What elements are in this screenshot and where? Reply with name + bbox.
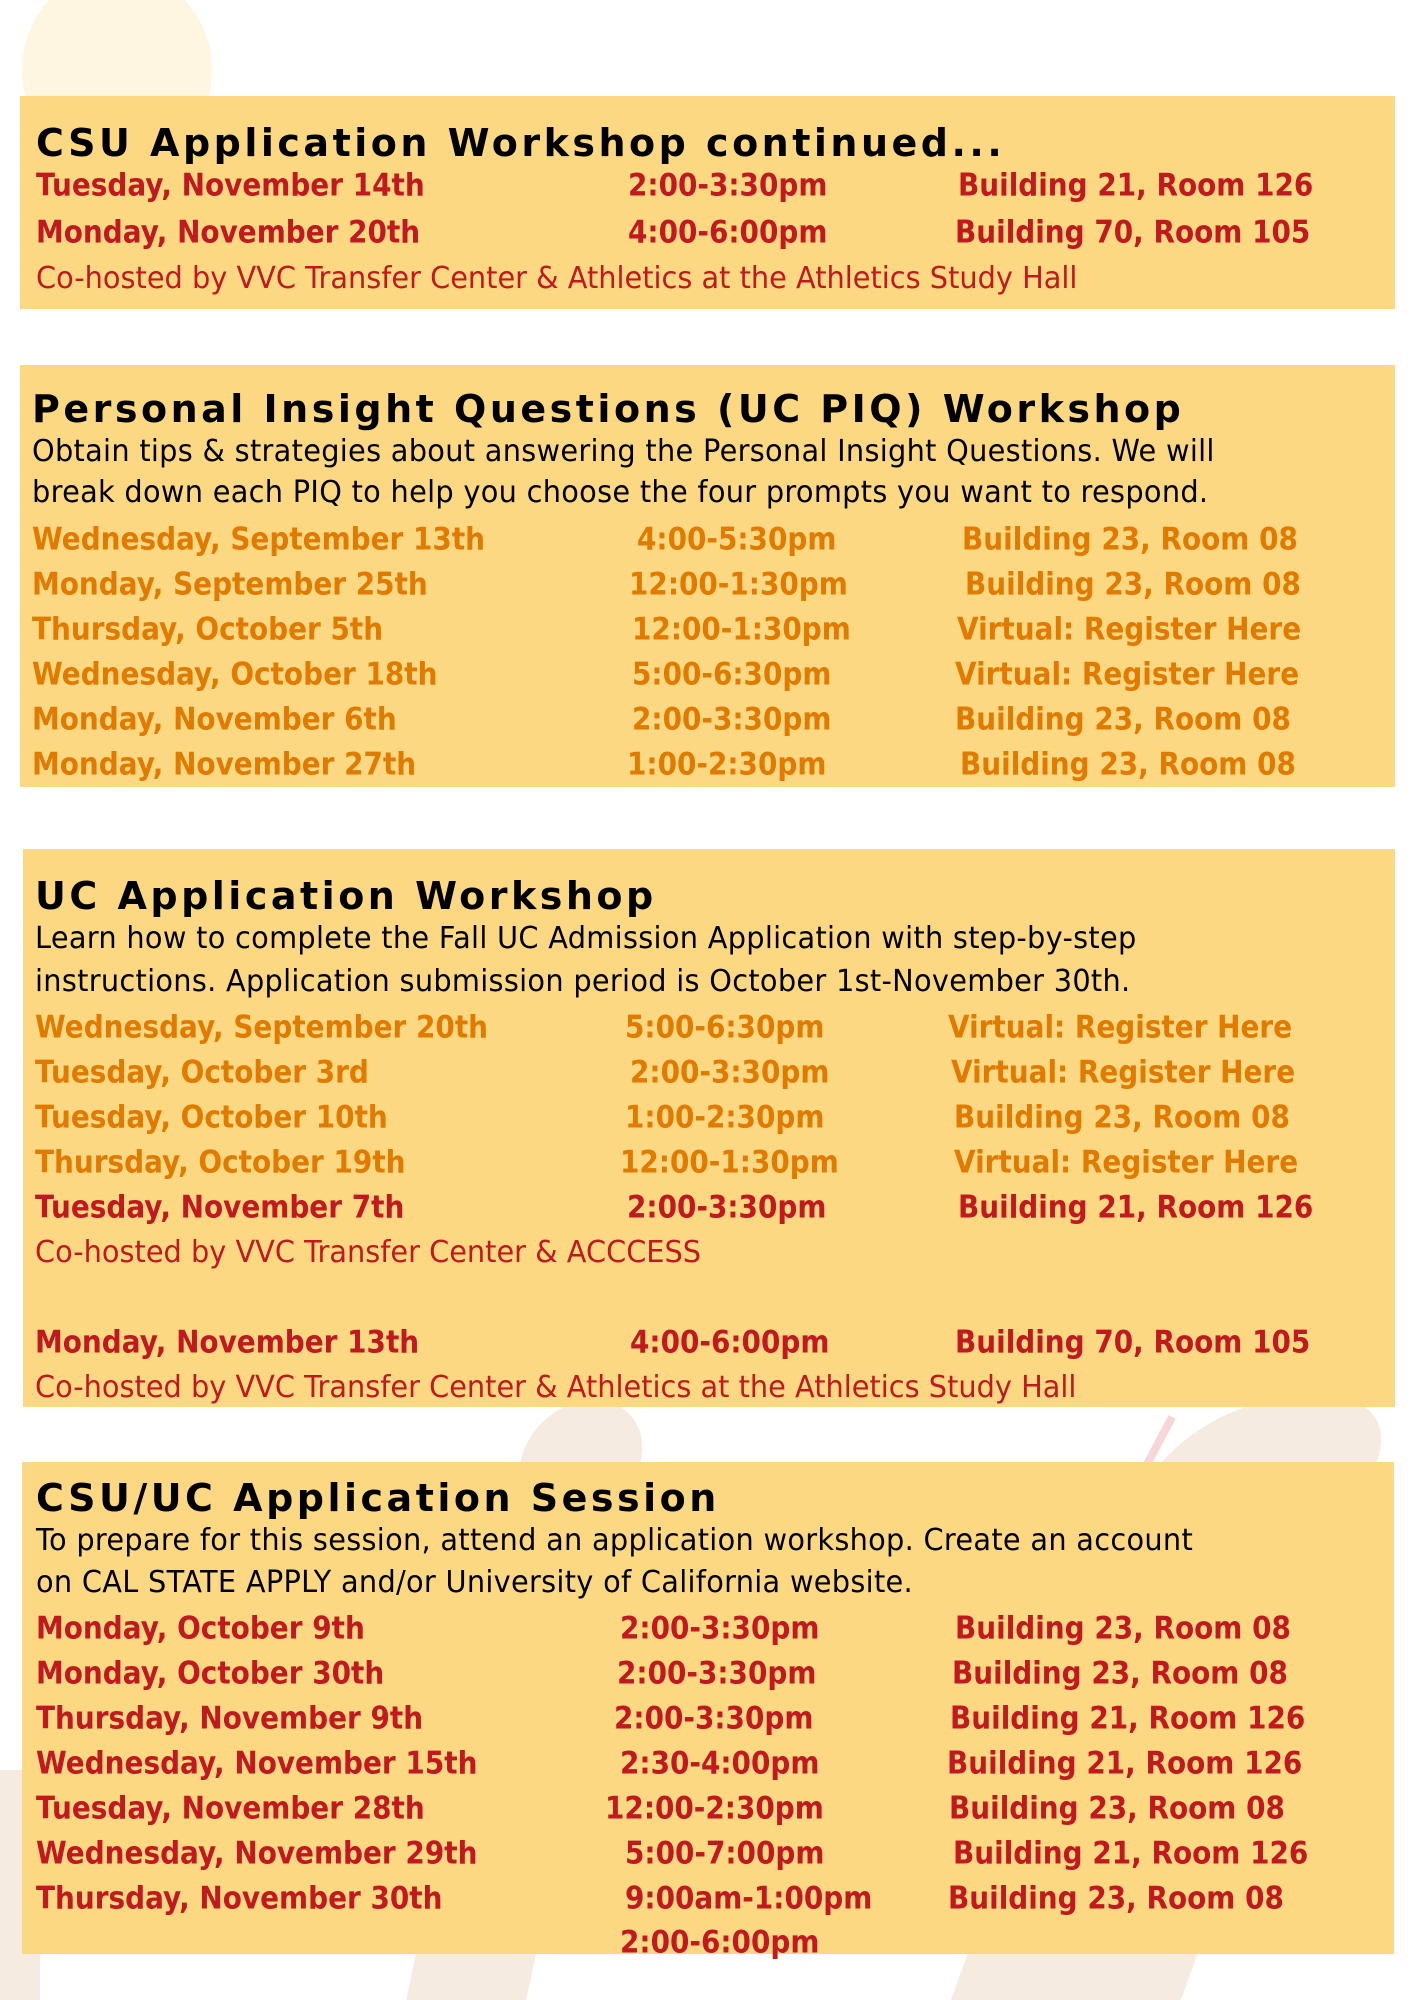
row-location: Building 21, Room 126: [947, 1745, 1303, 1782]
row-location: Building 70, Room 105: [955, 1324, 1311, 1361]
row-location: Building 23, Room 08: [955, 701, 1291, 738]
row-date: Thursday, October 19th: [35, 1144, 406, 1181]
row-date: Tuesday, November 7th: [35, 1189, 405, 1226]
row-date: Monday, November 13th: [35, 1324, 420, 1361]
row-location: Building 23, Room 08: [960, 746, 1296, 783]
row-time: 2:00-3:30pm: [617, 1655, 817, 1692]
row-location register-link[interactable]: Virtual: Register Here: [955, 656, 1300, 693]
row-date: Tuesday, November 28th: [36, 1790, 425, 1827]
row-time: 12:00-1:30pm: [632, 611, 851, 648]
row-location: Building 21, Room 126: [958, 1189, 1314, 1226]
section-csu-uc-application-session: [22, 1462, 1394, 1961]
row-date: Monday, October 9th: [36, 1610, 365, 1647]
cohost-note: Co-hosted by VVC Transfer Center & Athletics at the Athletics Study Hall: [36, 261, 1078, 296]
row-location: Building 23, Room 08: [965, 566, 1301, 603]
row-date: Monday, November 27th: [32, 746, 417, 783]
row-time: 4:00-5:30pm: [637, 521, 837, 558]
row-location: Building 21, Room 126: [950, 1700, 1306, 1737]
row-date: Wednesday, October 18th: [32, 656, 438, 693]
section-title: UC Application Workshop: [35, 874, 657, 918]
row-location: Building 23, Room 08: [949, 1790, 1285, 1827]
section-uc-application-workshop: [23, 849, 1395, 1407]
row-location: Building 23, Room 08: [955, 1610, 1291, 1647]
section-title: CSU Application Workshop continued...: [36, 121, 1006, 165]
section-csu-workshop-continued: [20, 96, 1395, 309]
row-date: Wednesday, September 13th: [32, 521, 486, 558]
row-location: Building 23, Room 08: [954, 1099, 1290, 1136]
row-time: 12:00-2:30pm: [605, 1790, 824, 1827]
section-description: instructions. Application submission period is October 1st-November 30th.: [35, 964, 1131, 999]
section-title: Personal Insight Questions (UC PIQ) Workshop: [32, 387, 1185, 431]
row-time: 5:00-6:30pm: [632, 656, 832, 693]
row-date: Tuesday, November 14th: [36, 167, 425, 204]
row-time: 2:00-6:00pm: [620, 1924, 820, 1961]
row-date: Wednesday, November 29th: [36, 1835, 478, 1872]
row-time: 12:00-1:30pm: [629, 566, 848, 603]
row-time: 5:00-7:00pm: [625, 1835, 825, 1872]
row-location: Building 70, Room 105: [955, 214, 1311, 251]
row-location register-link[interactable]: Virtual: Register Here: [954, 1144, 1299, 1181]
section-title: CSU/UC Application Session: [36, 1476, 720, 1520]
row-date: Tuesday, October 3rd: [35, 1054, 369, 1091]
row-date: Monday, October 30th: [36, 1655, 385, 1692]
section-description: To prepare for this session, attend an application workshop. Create an account: [36, 1523, 1194, 1558]
row-date: Wednesday, September 20th: [35, 1009, 489, 1046]
row-date: Tuesday, October 10th: [35, 1099, 388, 1136]
section-description: on CAL STATE APPLY and/or University of California website.: [36, 1565, 913, 1600]
row-time: 2:00-3:30pm: [620, 1610, 820, 1647]
row-date: Wednesday, November 15th: [36, 1745, 478, 1782]
section-description: Obtain tips & strategies about answering the Personal Insight Questions. We will: [32, 434, 1215, 469]
row-time: 2:00-3:30pm: [614, 1700, 814, 1737]
row-date: Monday, November 6th: [32, 701, 397, 738]
row-location: Building 23, Room 08: [948, 1880, 1284, 1917]
section-description: Learn how to complete the Fall UC Admission Application with step-by-step: [35, 921, 1137, 956]
row-time: 2:00-3:30pm: [628, 167, 828, 204]
row-time: 4:00-6:00pm: [630, 1324, 830, 1361]
row-time: 5:00-6:30pm: [625, 1009, 825, 1046]
row-date: Monday, September 25th: [32, 566, 428, 603]
row-time: 2:00-3:30pm: [632, 701, 832, 738]
row-time: 9:00am-1:00pm: [625, 1880, 873, 1917]
row-location: Building 21, Room 126: [958, 167, 1314, 204]
row-time: 4:00-6:00pm: [628, 214, 828, 251]
section-uc-piq-workshop: [20, 365, 1395, 787]
row-location: Building 21, Room 126: [953, 1835, 1309, 1872]
row-location register-link[interactable]: Virtual: Register Here: [957, 611, 1302, 648]
row-date: Thursday, November 9th: [36, 1700, 424, 1737]
row-date: Monday, November 20th: [36, 214, 421, 251]
row-time: 1:00-2:30pm: [627, 746, 827, 783]
row-time: 2:30-4:00pm: [620, 1745, 820, 1782]
row-time: 1:00-2:30pm: [625, 1099, 825, 1136]
row-location: Building 23, Room 08: [952, 1655, 1288, 1692]
section-description: break down each PIQ to help you choose the four prompts you want to respond.: [32, 475, 1209, 510]
cohost-note: Co-hosted by VVC Transfer Center & ACCCESS: [35, 1235, 702, 1270]
row-location: Building 23, Room 08: [962, 521, 1298, 558]
row-location register-link[interactable]: Virtual: Register Here: [951, 1054, 1296, 1091]
cohost-note: Co-hosted by VVC Transfer Center & Athletics at the Athletics Study Hall: [35, 1370, 1077, 1405]
row-time: 2:00-3:30pm: [627, 1189, 827, 1226]
row-date: Thursday, November 30th: [36, 1880, 443, 1917]
row-location register-link[interactable]: Virtual: Register Here: [948, 1009, 1293, 1046]
row-date: Thursday, October 5th: [32, 611, 384, 648]
row-time: 12:00-1:30pm: [620, 1144, 839, 1181]
row-time: 2:00-3:30pm: [630, 1054, 830, 1091]
